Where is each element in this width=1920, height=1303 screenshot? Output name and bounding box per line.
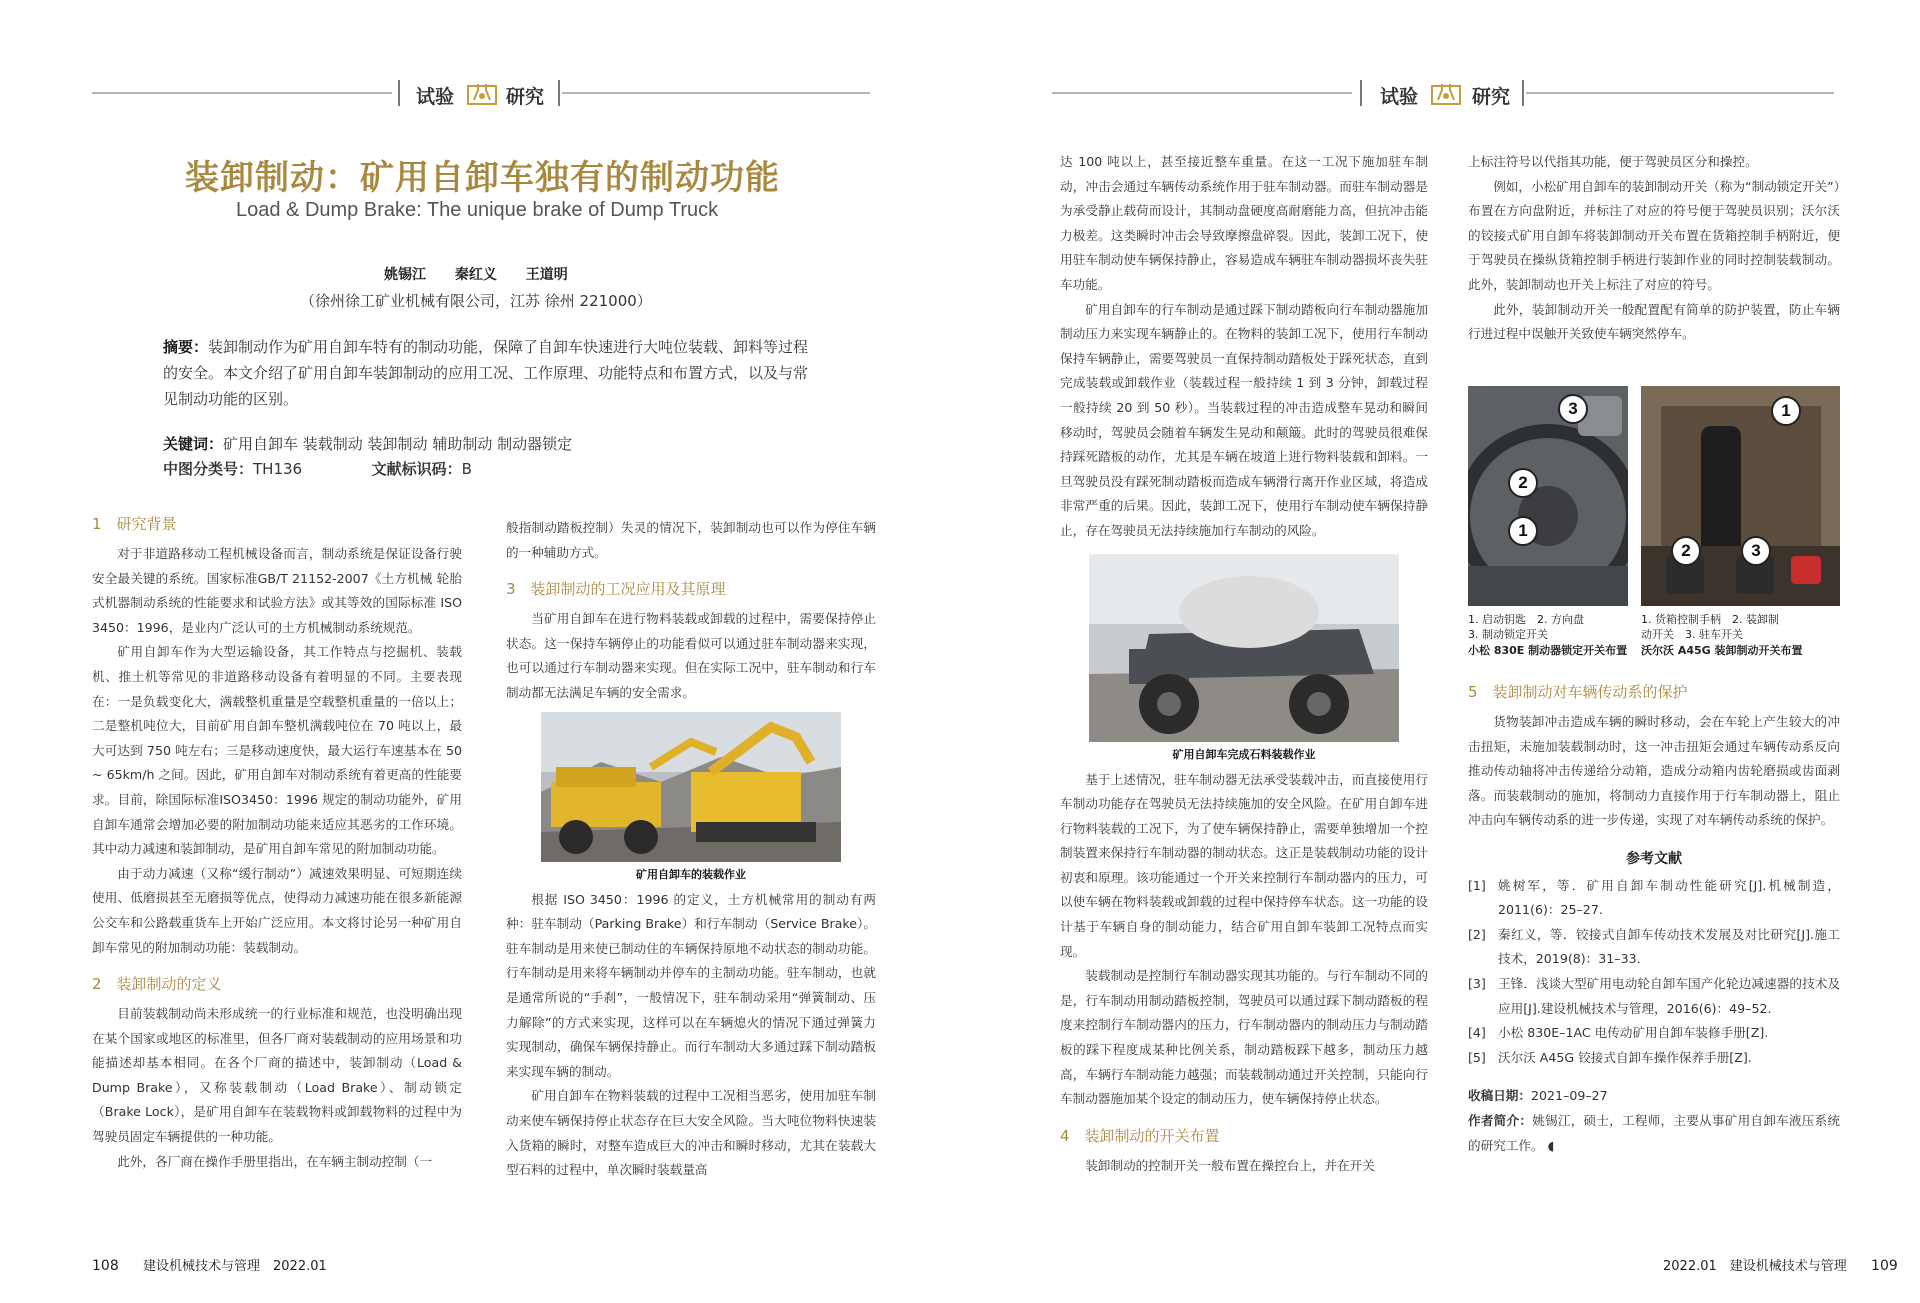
article-title-en: Load & Dump Brake: The unique brake of Dump Truck	[236, 199, 719, 221]
right-header-rule-right	[1526, 92, 1834, 94]
end-mark-icon: ◖	[1547, 1137, 1555, 1153]
column-3-paragraph: 装卸制动的控制开关一般布置在操控台上，并在开关	[1085, 1157, 1375, 1173]
left-header-rule-left	[92, 92, 392, 94]
section-5-title: 5 装卸制动对车辆传动系的保护	[1468, 683, 1688, 701]
references-title: 参考文献	[1626, 850, 1682, 867]
label-2-marker: 2	[1508, 468, 1538, 498]
volvo-controls-image	[1641, 386, 1840, 606]
keywords	[163, 433, 572, 454]
right-header-word2: 研究	[1472, 86, 1511, 108]
doc-code-value: B	[461, 460, 472, 478]
column-1	[92, 512, 462, 1224]
section-1-title: 1 研究背景	[92, 515, 177, 533]
column-3-paragraph: 达 100 吨以上，甚至接近整车重量。在这一工况下施加驻车制动，冲击会通过车辆传动系统作用于驻车制动器。而驻车制动器是为承受静止载荷而设计，其制动盘硬度高耐磨能力高，但抗冲击能力极差。这类瞬时冲击会导致摩擦盘碎裂。因此，装卸工况下，使用驻车制动使车辆保持静止，容易造成车辆驻车制动器损坏丧失驻车功能。	[1060, 154, 1428, 292]
column-2	[506, 516, 876, 1224]
section-5-paragraph: 货物装卸冲击造成车辆的瞬时移动，会在车轮上产生较大的冲击扭矩，未施加装载制动时，这一冲击扭矩会通过车辆传动系反向推动传动轴将冲击传递给分动箱，造成分动箱内齿轮磨损或齿面剥落。而装载制动的施加，将制动力直接作用于行车制动器上，阻止冲击向车辆传动系的进一步传递，实现了对车辆传动系统的保护。	[1468, 714, 1840, 828]
section-1-paragraph: 对于非道路移动工程机械设备而言，制动系统是保证设备行驶安全最关键的系统。国家标准GB/T 21152-2007《土方机械 轮胎式机器制动系统的性能要求和试验方法》或其等效的国际标准 ISO 3450：1996，是业内广泛认可的土方机械制动系统规范。	[92, 546, 462, 635]
left-header-tick-right	[558, 80, 560, 106]
column-3-paragraph: 基于上述情况，驻车制动器无法承受装载冲击，而直接使用行车制动功能存在驾驶员无法持续施加的安全风险。在矿用自卸车进行物料装载的工况下，为了使车辆保持静止，需要单独增加一个控制装置来保持行车制动器的制动状态。这正是装载制动功能的设计初衷和原理。该功能通过一个开关来控制行车制动器内的压力，可以使车辆在物料装载或卸载的过程中保持停车状态。这一功能的设计基于车辆自身的制动能力，结合矿用自卸车装卸工况特点而实现。	[1060, 771, 1428, 959]
left-header-word1: 试验	[416, 86, 455, 108]
lab-flask-icon-right	[1430, 78, 1462, 106]
classification-line	[163, 458, 472, 479]
right-page-number: 109	[1871, 1258, 1898, 1274]
left-header-rule-right	[562, 92, 870, 94]
section-3-paragraph: 根据 ISO 3450：1996 的定义，土方机械常用的制动有两种：驻车制动（Parking Brake）和行车制动（Service Brake）。驻车制动是用来使已制动住的车辆保持原地不动状态的制动功能。行车制动是用来将车辆制动并停车的主制动功能。驻车制动，也就是通常所说的“手刹”，一般情况下，驻车制动采用“弹簧制动、压力解除”的方式来实现，这样可以在车辆熄火的情况下通过弹簧力实现制动，确保车辆保持静止。而行车制动大多通过踩下制动踏板来实现车辆的制动。	[506, 891, 876, 1079]
clc-value: TH136	[253, 460, 303, 478]
right-header-word1: 试验	[1380, 86, 1419, 108]
photo-a-caption-line2: 3. 制动锁定开关	[1468, 628, 1548, 641]
photo-b-caption-line1: 1. 货箱控制手柄 2. 装卸制	[1641, 613, 1779, 626]
right-header-tick-left	[1360, 80, 1362, 106]
right-journal-name: 2022.01 建设机械技术与管理	[1663, 1259, 1847, 1274]
section-1-paragraph: 矿用自卸车作为大型运输设备，其工作特点与挖掘机、装载机、推土机等常见的非道路移动设备有着明显的不同。主要表现在：一是负载变化大，满载整机重量是空载整机重量的一倍以上；二是整机吨位大，目前矿用自卸车整机满载吨位在 70 吨以上，最大可达到 750 吨左右；三是移动速度快，最大运行车速基本在 50 ~ 65km/h 之间。因此，矿用自卸车对制动系统有着更高的性能要求。目前，除国际标准ISO3450：1996 规定的制动功能外，矿用自卸车通常会增加必要的附加制动功能来适应其恶劣的工作环境。其中动力减速和装卸制动，是矿用自卸车常见的附加制动功能。	[92, 644, 462, 857]
reference-item: [4] 小松 830E–1AC 电传动矿用自卸车装修手册[Z].	[1468, 1025, 1769, 1041]
label-3-marker: 3	[1558, 394, 1588, 424]
section-2-title: 2 装卸制动的定义	[92, 975, 222, 994]
article-title-cn: 装卸制动：矿用自卸车独有的制动功能	[185, 158, 780, 198]
figure-2-caption: 矿用自卸车完成石料装载作业	[1172, 747, 1316, 761]
right-header-tick-right	[1522, 80, 1524, 106]
column-4-top	[1468, 150, 1840, 370]
author-bio: 作者简介：姚锡江，硕士，工程师，主要从事矿用自卸车液压系统的研究工作。 ◖	[1468, 1112, 1840, 1153]
column-4-paragraph: 此外，装卸制动开关一般配置配有简单的防护装置，防止车辆行进过程中误触开关致使车辆突然停车。	[1468, 301, 1840, 342]
photo-a-caption-title: 小松 830E 制动器锁定开关布置	[1468, 644, 1628, 657]
received-date: 收稿日期：2021–09–27	[1468, 1088, 1608, 1104]
excavator-loading-photo	[541, 712, 841, 862]
reference-item: [5] 沃尔沃 A45G 铰接式自卸车操作保养手册[Z].	[1468, 1049, 1752, 1065]
column-4-paragraph: 例如，小松矿用自卸车的装卸制动开关（称为“制动锁定开关”）布置在方向盘附近，并标注了对应的符号便于驾驶员识别；沃尔沃的铰接式矿用自卸车将装卸制动开关布置在货箱控制手柄附近，便于驾驶员在操纵货箱控制手柄进行装卸作业的同时控制装载制动。此外，装卸制动也开关上标注了对应的符号。	[1468, 178, 1840, 292]
column-4-bottom	[1468, 678, 1840, 1228]
dump-truck-rock-photo	[1089, 554, 1399, 742]
abstract-text: 装卸制动作为矿用自卸车特有的制动功能，保障了自卸车快速进行大吨位装载、卸料等过程的安全。本文介绍了矿用自卸车装卸制动的应用工况、工作原理、功能特点和布置方式，以及与常见制动功能的区别。	[163, 338, 809, 408]
column-2-paragraph: 般指制动踏板控制）失灵的情况下，装卸制动也可以作为停住车辆的一种辅助方式。	[506, 520, 876, 560]
reference-item: [1] 姚树军，等．矿用自卸车制动性能研究[J].机械制造，2011(6)：25–27.	[1468, 877, 1840, 918]
column-3	[1060, 150, 1428, 1225]
left-header-tick-left	[398, 80, 400, 106]
column-4-paragraph: 上标注符号以代指其功能，便于驾驶员区分和操控。	[1468, 154, 1758, 169]
photo-b-caption-title: 沃尔沃 A45G 装卸制动开关布置	[1641, 644, 1803, 657]
section-2-paragraph: 此外，各厂商在操作手册里指出，在车辆主制动控制（一	[117, 1153, 433, 1169]
komatsu-dashboard-image	[1468, 386, 1628, 606]
doc-code-label: 文献标识码：	[371, 460, 462, 478]
lab-flask-icon	[466, 78, 498, 106]
abstract	[163, 334, 818, 412]
left-journal-name: 建设机械技术与管理 2022.01	[143, 1259, 327, 1274]
section-2-paragraph: 目前装载制动尚未形成统一的行业标准和规范，也没明确出现在某个国家或地区的标准里，但各厂商对装载制动的应用场景和功能描述却基本相同。在各个厂商的描述中，装卸制动（Load & Dump Brake），又称装载制动（Load Brake）、制动锁定（Brake Lock），是矿用自卸车在装载物料或卸载物料的过程中为驾驶员固定车辆提供的一种功能。	[92, 1006, 462, 1145]
keywords-label: 关键词：	[163, 435, 224, 453]
column-3-paragraph: 装载制动是控制行车制动器实现其功能的。与行车制动不同的是，行车制动用制动踏板控制，驾驶员可以通过踩下制动踏板的程度来控制行车制动器内的压力，行车制动器内的制动压力与制动踏板的踩下程度成某种比例关系，制动踏板踩下越多，制动压力越高，车辆行车制动能力越强；而装载制动通过开关控制，只能向行车制动器施加某个设定的制动压力，使车辆保持停止状态。	[1060, 968, 1428, 1107]
reference-item: [2] 秦红义，等．铰接式自卸车传动技术发展及对比研究[J].施工技术，2019(8)：31–33.	[1468, 926, 1840, 967]
column-3-paragraph: 矿用自卸车的行车制动是通过踩下制动踏板向行车制动器施加制动压力来实现车辆静止的。在物料的装卸工况下，使用行车制动保持车辆静止，需要驾驶员一直保持制动踏板处于踩死状态，直到完成装载或卸载作业（装载过程一般持续 1 到 3 分钟，卸载过程一般持续 20 到 50 秒）。当装载过程的冲击造成整车晃动和瞬间移动时，驾驶员会随着车辆发生晃动和颠簸。此时的驾驶员很难保持踩死踏板的动作，尤其是车辆在坡道上进行物料装载和卸料。一旦驾驶员没有踩死制动踏板而造成车辆滑行离开作业区域，将造成非常严重的后果。因此，装卸工况下，使用行车制动使车辆保持静止，存在驾驶员无法持续施加行车制动的风险。	[1060, 301, 1428, 538]
section-3-paragraph: 矿用自卸车在物料装载的过程中工况相当恶劣，使用加驻车制动来使车辆保持停止状态存在巨大安全风险。当大吨位物料快速装入货箱的瞬时，对整车造成巨大的冲击和瞬时移动，尤其在装载大型石料的过程中，单次瞬时装载量高	[506, 1088, 876, 1178]
right-footer	[1663, 1255, 1898, 1274]
clc-label: 中图分类号：	[163, 460, 254, 478]
right-header-rule-left	[1052, 92, 1352, 94]
photo-b-caption-line2: 动开关 3. 驻车开关	[1641, 628, 1743, 641]
keywords-text: 矿用自卸车 装载制动 装卸制动 辅助制动 制动器锁定	[223, 435, 573, 453]
section-4-title: 4 装卸制动的开关布置	[1060, 1126, 1220, 1145]
article-affiliation: （徐州徐工矿业机械有限公司，江苏 徐州 221000）	[300, 292, 652, 310]
label-3-marker-b: 3	[1741, 536, 1771, 566]
figure-1-caption: 矿用自卸车的装载作业	[636, 867, 746, 881]
label-1-marker-b: 1	[1771, 396, 1801, 426]
section-1-paragraph: 由于动力减速（又称“缓行制动”）减速效果明显、可短期连续使用、低磨损甚至无磨损等优点，使得动力减速功能在很多新能源公交车和公路载重货车上开始广泛应用。本文将讨论另一种矿用自卸车常见的附加制动功能：装载制动。	[92, 865, 462, 955]
article-authors: 姚锡江 秦红义 王道明	[384, 267, 568, 283]
volvo-controls-photo	[1641, 386, 1840, 606]
reference-item: [3] 王锋．浅谈大型矿用电动轮自卸车国产化轮边减速器的技术及应用[J].建设机械技术与管理，2016(6)：49–52.	[1468, 975, 1840, 1016]
left-footer	[92, 1255, 327, 1274]
section-3-title: 3 装卸制动的工况应用及其原理	[506, 580, 726, 599]
left-page-number: 108	[92, 1258, 119, 1274]
label-1-marker: 1	[1508, 516, 1538, 546]
label-2-marker-b: 2	[1671, 536, 1701, 566]
abstract-label: 摘要：	[163, 338, 209, 356]
photo-a-caption-line1: 1. 启动钥匙 2. 方向盘	[1468, 613, 1584, 626]
komatsu-dashboard-photo	[1468, 386, 1628, 606]
left-header-word2: 研究	[506, 86, 545, 108]
section-3-paragraph: 当矿用自卸车在进行物料装载或卸载的过程中，需要保持停止状态。这一保持车辆停止的功能看似可以通过驻车制动器来实现，也可以通过行车制动器来实现。但在实际工况中，驻车制动和行车制动都无法满足车辆的安全需求。	[506, 611, 876, 700]
